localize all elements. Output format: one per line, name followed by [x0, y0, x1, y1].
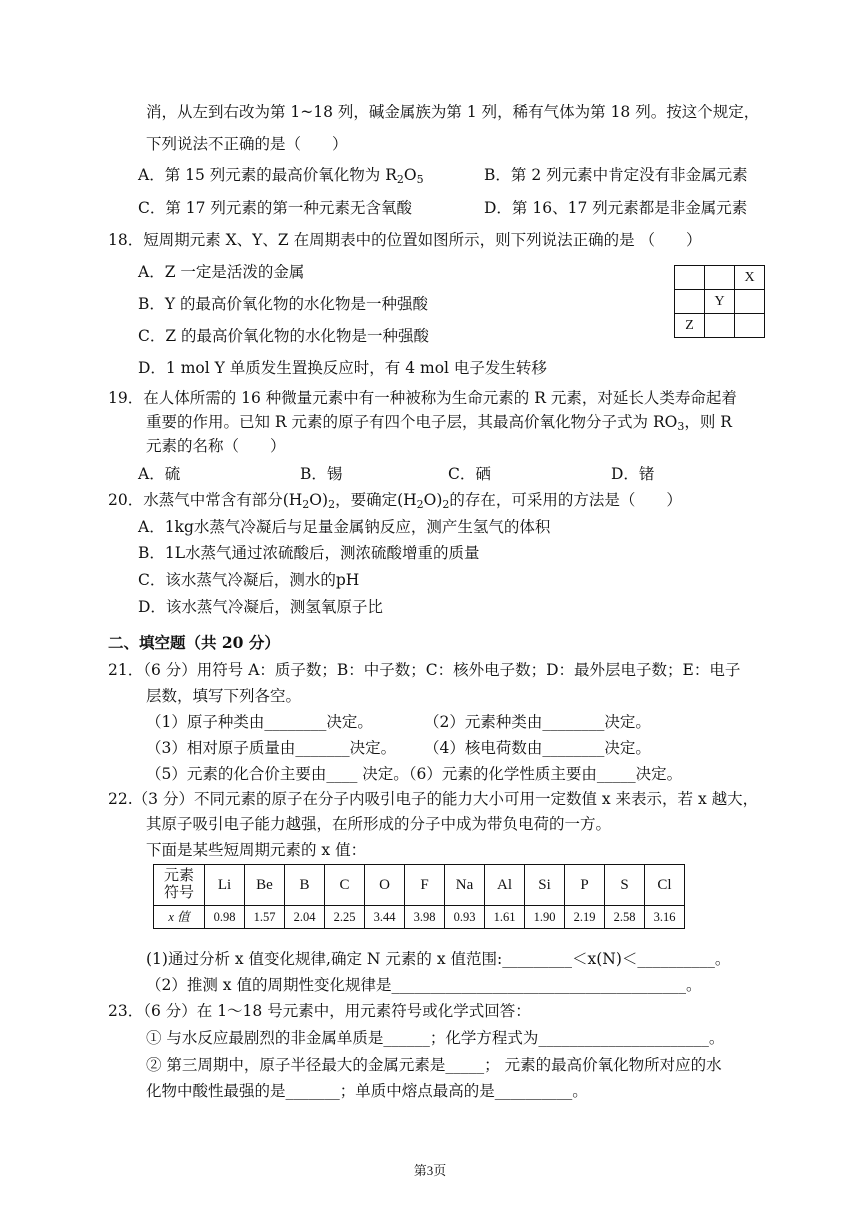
q20-option-d: D．该水蒸气冷凝后，测氢氧原子比: [138, 598, 383, 616]
symbol-cell: Na: [445, 865, 485, 906]
grid-cell-y: Y: [705, 290, 735, 314]
q17-option-b: B．第 2 列元素中肯定没有非金属元素: [484, 166, 748, 184]
row-label-cell: x 值: [154, 906, 205, 929]
electronegativity-table: [153, 864, 685, 929]
q21-part5-6: （5）元素的化合价主要由____ 决定。（6）元素的化学性质主要由_____决定。: [146, 765, 683, 783]
q19-option-c: C．硒: [448, 465, 491, 483]
grid-cell-z: Z: [675, 314, 705, 338]
q18-option-d: D．1 mol Y 单质发生置换反应时，有 4 mol 电子发生转移: [138, 359, 547, 377]
grid-cell-x: X: [735, 266, 765, 290]
grid-cell: [705, 314, 735, 338]
grid-cell: [735, 314, 765, 338]
q19-stem-line2: 重要的作用。已知 R 元素的原子有四个电子层，其最高价氧化物分子式为 $RO_3$，则 R: [146, 413, 732, 433]
q19-option-b: B．锡: [300, 465, 343, 483]
value-cell: 0.98: [205, 906, 245, 929]
q21-part1: （1）原子种类由________决定。: [146, 713, 373, 731]
symbol-cell: Be: [245, 865, 285, 906]
symbol-cell: Li: [205, 865, 245, 906]
q21-part3: （3）相对原子质量由_______决定。: [146, 739, 397, 757]
q17-option-d: D．第 16、17 列元素都是非金属元素: [484, 199, 748, 217]
q19-option-a: A．硫: [138, 465, 181, 483]
q23-part2-line2: 化物中酸性最强的是_______；单质中熔点最高的是__________。: [146, 1082, 588, 1100]
page-number: 第3页: [413, 1163, 447, 1178]
value-cell: 2.19: [565, 906, 605, 929]
q20-option-b: B．1L水蒸气通过浓硫酸后，测浓硫酸增重的质量: [138, 544, 480, 562]
symbol-cell: Cl: [645, 865, 685, 906]
periodic-position-grid: [674, 265, 765, 338]
value-cell: 2.58: [605, 906, 645, 929]
value-cell: 2.04: [285, 906, 325, 929]
table-header-cell: 元素 符号: [154, 865, 205, 906]
symbol-cell: Al: [485, 865, 525, 906]
q20-option-a: A．1kg水蒸气冷凝后与足量金属钠反应，测产生氢气的体积: [138, 518, 551, 536]
grid-cell: [675, 290, 705, 314]
q17-stem-line1: 消，从左到右改为第 1~18 列，碱金属族为第 1 列，稀有气体为第 18 列。按这个规定，: [146, 103, 760, 121]
q23-part1: ① 与水反应最剧烈的非金属单质是______；化学方程式为______________________。: [146, 1029, 725, 1047]
symbol-cell: Si: [525, 865, 565, 906]
value-cell: 1.57: [245, 906, 285, 929]
q21-stem-line1: 21．（6 分）用符号 A：质子数；B：中子数；C：核外电子数；D：最外层电子数；E：电子: [108, 661, 741, 679]
q22-stem-line2: 其原子吸引电子能力越强，在所形成的分子中成为带负电荷的一方。: [146, 815, 612, 833]
q18-option-b: B．Y 的最高价氧化物的水化物是一种强酸: [138, 295, 429, 313]
q17-stem-line2: 下列说法不正确的是（ ）: [146, 135, 348, 153]
value-cell: 1.61: [485, 906, 525, 929]
q19-stem-line1: 19．在人体所需的 16 种微量元素中有一种被称为生命元素的 R 元素，对延长人类寿命起着: [108, 389, 737, 407]
symbol-cell: B: [285, 865, 325, 906]
q17-option-a: A．第 15 列元素的最高价氧化物为 $R_2O_5$: [138, 166, 424, 186]
q21-part2: （2）元素种类由________决定。: [424, 713, 651, 731]
q18-option-a: A．Z 一定是活泼的金属: [138, 263, 305, 281]
grid-cell: [735, 290, 765, 314]
section-title: 二、填空题（共 20 分）: [108, 633, 280, 652]
symbol-cell: F: [405, 865, 445, 906]
q23-part2-line1: ② 第三周期中，原子半径最大的金属元素是_____； 元素的最高价氧化物所对应的水: [146, 1056, 722, 1074]
value-cell: 0.93: [445, 906, 485, 929]
symbol-cell: C: [325, 865, 365, 906]
q23-stem: 23．（6 分）在 1～18 号元素中，用元素符号或化学式回答：: [108, 1002, 531, 1020]
q17-option-c: C．第 17 列元素的第一种元素无含氧酸: [138, 199, 412, 217]
grid-cell: [705, 266, 735, 290]
q21-part4: （4）核电荷数由________决定。: [424, 739, 651, 757]
value-cell: 3.98: [405, 906, 445, 929]
q20-option-c: C．该水蒸气冷凝后，测水的pH: [138, 571, 360, 589]
q18-stem: 18．短周期元素 X、Y、Z 在周期表中的位置如图所示，则下列说法正确的是 （ ）: [108, 231, 702, 249]
value-cell: 1.90: [525, 906, 565, 929]
q22-part1: (1)通过分析 x 值变化规律,确定 N 元素的 x 值范围:_________＜x(N)＜__________。: [146, 950, 731, 968]
q22-stem-line1: 22.（3 分）不同元素的原子在分子内吸引电子的能力大小可用一定数值 x 来表示，若 x 越大，: [108, 790, 759, 808]
symbol-cell: O: [365, 865, 405, 906]
value-cell: 2.25: [325, 906, 365, 929]
symbol-cell: P: [565, 865, 605, 906]
value-cell: 3.16: [645, 906, 685, 929]
q19-option-d: D．锗: [611, 465, 655, 483]
symbol-cell: S: [605, 865, 645, 906]
q20-stem: 20．水蒸气中常含有部分$(H_2O)_2$，要确定$(H_2O)_2$的存在，可采用的方法是（ ）: [108, 491, 682, 511]
value-cell: 3.44: [365, 906, 405, 929]
q19-stem-line3: 元素的名称（ ）: [146, 437, 286, 455]
q22-part2: （2）推测 x 值的周期性变化规律是______________________________________。: [146, 976, 702, 994]
q22-stem-line3: 下面是某些短周期元素的 x 值：: [146, 841, 367, 859]
q21-stem-line2: 层数，填写下列各空。: [146, 687, 302, 705]
grid-cell: [675, 266, 705, 290]
q18-option-c: C．Z 的最高价氧化物的水化物是一种强酸: [138, 327, 430, 345]
